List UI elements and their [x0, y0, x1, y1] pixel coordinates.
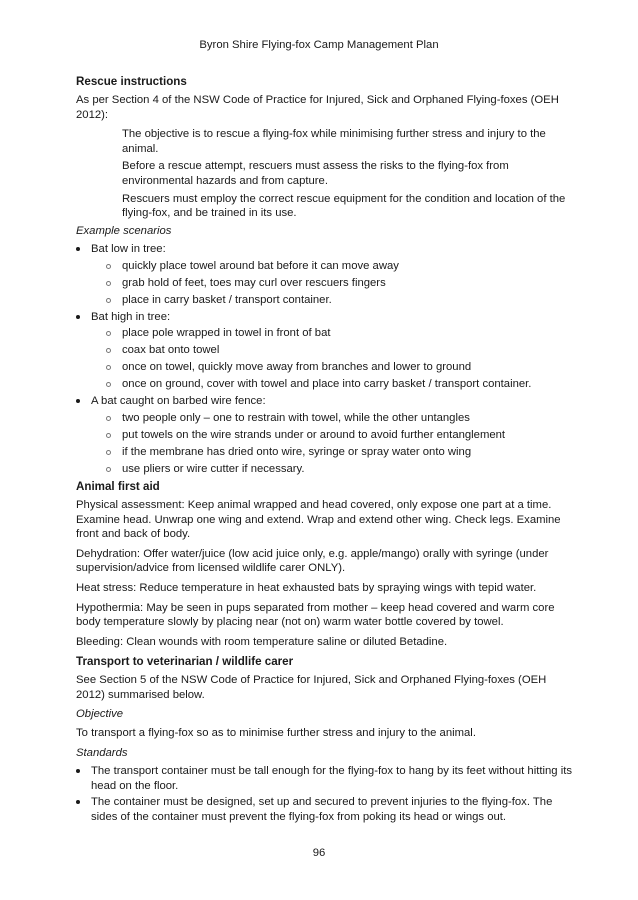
standard-item: [76, 795, 572, 824]
page-content: [76, 74, 572, 827]
circle-bullet-icon: [106, 416, 111, 421]
step-text: once on towel, quickly move away from branches and lower to ground: [122, 361, 472, 374]
bullet-icon: [76, 315, 80, 319]
standard-item: [76, 764, 572, 793]
bullet-icon: [76, 800, 80, 804]
transport-intro: See Section 5 of the NSW Code of Practice for Injured, Sick and Orphaned Flying-foxes (OEH 2012) summarised below.: [76, 674, 547, 701]
step-item: [104, 360, 572, 375]
step-item: [104, 462, 572, 477]
circle-bullet-icon: [106, 450, 111, 455]
standards-label: Standards: [76, 746, 128, 759]
step-item: [104, 276, 572, 291]
rescue-objectives: [122, 127, 572, 221]
step-text: coax bat onto towel: [122, 344, 220, 357]
rescue-instructions-section: [76, 74, 572, 477]
bullet-icon: [76, 769, 80, 773]
circle-bullet-icon: [106, 365, 111, 370]
scenario-steps: [104, 326, 572, 392]
step-text: grab hold of feet, toes may curl over rescuers fingers: [122, 276, 386, 289]
step-item: [104, 293, 572, 308]
standards-list: [76, 764, 572, 824]
rescue-intro: As per Section 4 of the NSW Code of Practice for Injured, Sick and Orphaned Flying-foxes (OEH 2012):: [76, 94, 559, 121]
scenario-list: [76, 242, 572, 476]
step-item: [104, 445, 572, 460]
step-text: use pliers or wire cutter if necessary.: [122, 462, 305, 475]
standard-text: The transport container must be tall enough for the flying-fox to hang by its feet without hitting its head on the floor.: [91, 765, 573, 792]
running-header: Byron Shire Flying-fox Camp Management Plan: [199, 39, 439, 51]
objective-text: To transport a flying-fox so as to minimise further stress and injury to the animal.: [76, 727, 476, 740]
step-text: if the membrane has dried onto wire, syringe or spray water onto wing: [122, 445, 472, 458]
bullet-icon: [76, 247, 80, 251]
circle-bullet-icon: [106, 467, 111, 472]
step-text: quickly place towel around bat before it can move away: [122, 259, 399, 272]
scenario-steps: [104, 411, 572, 477]
objective-label: Objective: [76, 708, 124, 721]
scenario-item: [76, 394, 572, 476]
first-aid-paragraph: Bleeding: Clean wounds with room temperature saline or diluted Betadine.: [76, 635, 448, 648]
scenario-item: [76, 242, 572, 307]
page-number: 96: [312, 847, 326, 859]
section-heading-first-aid: Animal first aid: [76, 479, 160, 493]
step-item: [104, 259, 572, 274]
scenario-label: Bat high in tree:: [91, 310, 171, 323]
step-text: two people only – one to restrain with towel, while the other untangles: [122, 412, 470, 425]
rescue-paragraph: Before a rescue attempt, rescuers must assess the risks to the flying-fox from environmental hazards and from capture.: [122, 160, 509, 187]
step-text: place in carry basket / transport container.: [122, 293, 332, 306]
first-aid-paragraph: Hypothermia: May be seen in pups separated from mother – keep head covered and warm core body temperature slowly by placing near (not on) warm water bottle covered by towel.: [76, 601, 555, 629]
standard-text: The container must be designed, set up and secured to prevent injuries to the flying-fox. The sides of the container must prevent the flying-fox from poking its head or wings out.: [91, 796, 553, 824]
rescue-paragraph: The objective is to rescue a flying-fox while minimising further stress and injury to the animal.: [122, 128, 546, 155]
step-item: [104, 343, 572, 358]
scenario-label: Bat low in tree:: [91, 243, 166, 256]
circle-bullet-icon: [106, 331, 111, 336]
circle-bullet-icon: [106, 264, 111, 269]
step-text: put towels on the wire strands under or around to avoid further entanglement: [122, 429, 506, 441]
scenarios-label: Example scenarios: [76, 224, 172, 237]
scenario-label: A bat caught on barbed wire fence:: [91, 395, 266, 408]
scenario-item: [76, 310, 572, 392]
circle-bullet-icon: [106, 348, 111, 353]
step-item: [104, 411, 572, 426]
step-text: place pole wrapped in towel in front of bat: [122, 327, 331, 340]
first-aid-paragraph: Heat stress: Reduce temperature in heat exhausted bats by spraying wings with tepid water.: [76, 581, 537, 594]
first-aid-section: [76, 479, 572, 649]
circle-bullet-icon: [106, 281, 111, 286]
section-heading-rescue: Rescue instructions: [76, 75, 187, 88]
transport-section: [76, 654, 572, 824]
step-text: once on ground, cover with towel and place into carry basket / transport container.: [122, 378, 532, 391]
scenario-steps: [104, 259, 572, 308]
first-aid-paragraph: Physical assessment: Keep animal wrapped and head covered, only expose one part at a time. Examine head. Unwrap one wing and extend. Wrap and extend other wing. Check legs. Examine front and back of body.: [76, 498, 561, 541]
section-heading-transport: Transport to veterinarian / wildlife carer: [76, 655, 294, 669]
step-item: [104, 377, 572, 392]
step-item: [104, 326, 572, 341]
circle-bullet-icon: [106, 298, 111, 303]
step-item: [104, 428, 572, 443]
rescue-paragraph: Rescuers must employ the correct rescue equipment for the condition and location of the flying-fox, and be trained in its use.: [122, 192, 566, 220]
circle-bullet-icon: [106, 382, 111, 387]
circle-bullet-icon: [106, 433, 111, 438]
bullet-icon: [76, 399, 80, 403]
first-aid-paragraph: Dehydration: Offer water/juice (low acid juice only, e.g. apple/mango) orally with syringe (under supervision/advice from licensed wildlife carer ONLY).: [76, 547, 549, 575]
